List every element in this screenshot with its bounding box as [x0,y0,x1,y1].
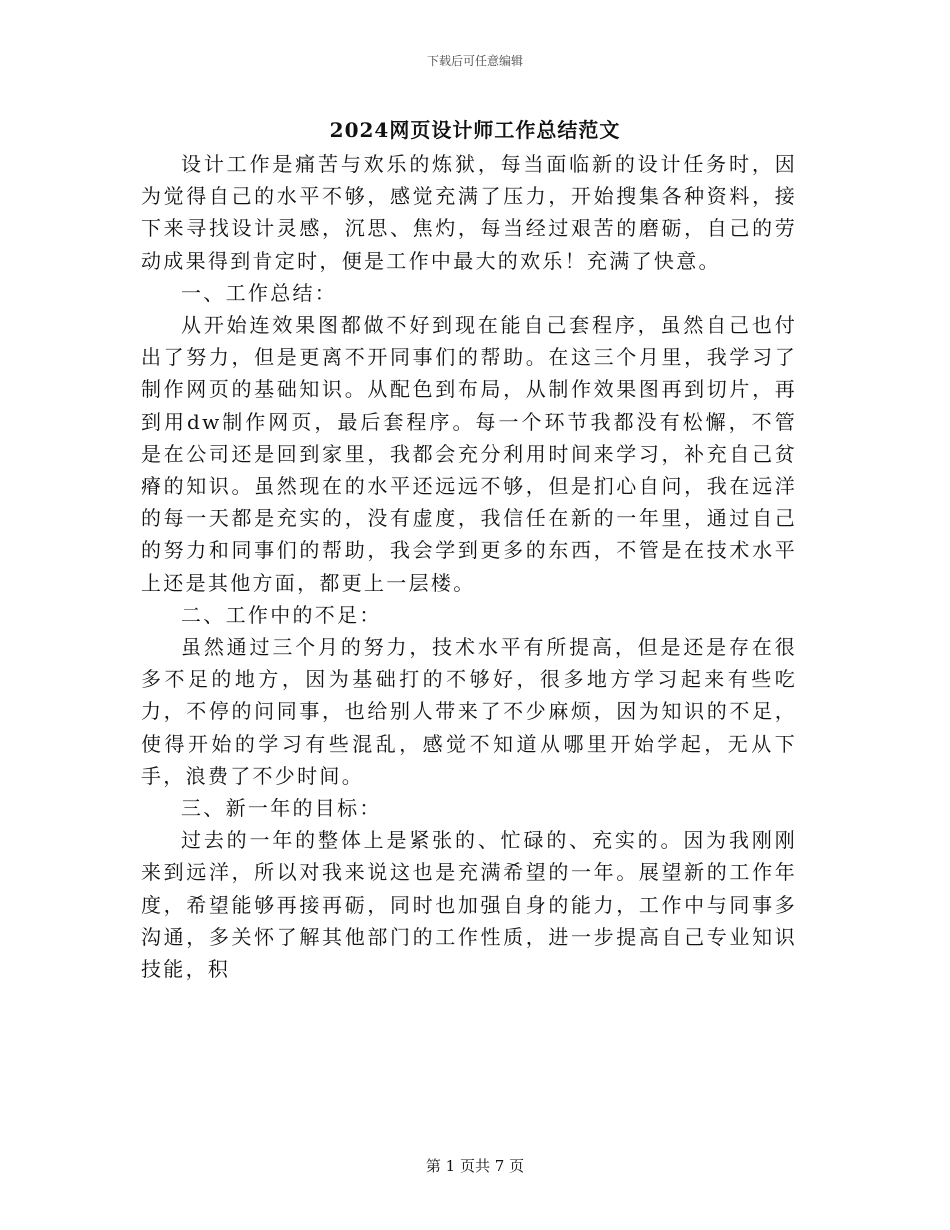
section-heading-shortcomings: 二、工作中的不足： [181,602,382,627]
page-number-footer: 第 1 页共 7 页 [425,1157,525,1175]
section-heading-work-summary: 一、工作总结： [181,280,338,305]
intro-paragraph: 设计工作是痛苦与欢乐的炼狱，每当面临新的设计任务时，因为觉得自己的水平不够，感觉充满了压力，开始搜集各种资料，接下来寻找设计灵感，沉思、焦灼，每当经过艰苦的磨砺，自己的劳动成果得到肯定时，便是工作中最大的欢乐！充满了快意。 [141,152,797,273]
section-heading-goals: 三、新一年的目标： [181,796,382,821]
document-title: 2024网页设计师工作总结范文 [329,118,621,142]
document-body [141,148,797,985]
work-summary-paragraph: 从开始连效果图都做不好到现在能自己套程序，虽然自己也付出了努力，但是更离不开同事们的帮助。在这三个月里，我学习了制作网页的基础知识。从配色到布局，从制作效果图再到切片，再到用dw制作网页，最后套程序。每一个环节我都没有松懈，不管是在公司还是回到家里，我都会充分利用时间来学习，补充自己贫瘠的知识。虽然现在的水平还远远不够，但是扪心自问，我在远洋的每一天都是充实的，没有虚度，我信任在新的一年里，通过自己的努力和同事们的帮助，我会学到更多的东西，不管是在技术水平上还是其他方面，都更上一层楼。 [141,313,797,595]
page-header: 下载后可任意编辑 [426,54,523,68]
shortcomings-paragraph: 虽然通过三个月的努力，技术水平有所提高，但是还是存在很多不足的地方，因为基础打的不够好，很多地方学习起来有些吃力，不停的问同事，也给别人带来了不少麻烦，因为知识的不足，使得开始的学习有些混乱，感觉不知道从哪里开始学起，无从下手，浪费了不少时间。 [141,635,797,788]
goals-paragraph: 过去的一年的整体上是紧张的、忙碌的、充实的。因为我刚刚来到远洋，所以对我来说这也是充满希望的一年。展望新的工作年度，希望能够再接再砺，同时也加强自身的能力，工作中与同事多沟通，多关怀了解其他部门的工作性质，进一步提高自己专业知识技能，积 [141,828,797,982]
